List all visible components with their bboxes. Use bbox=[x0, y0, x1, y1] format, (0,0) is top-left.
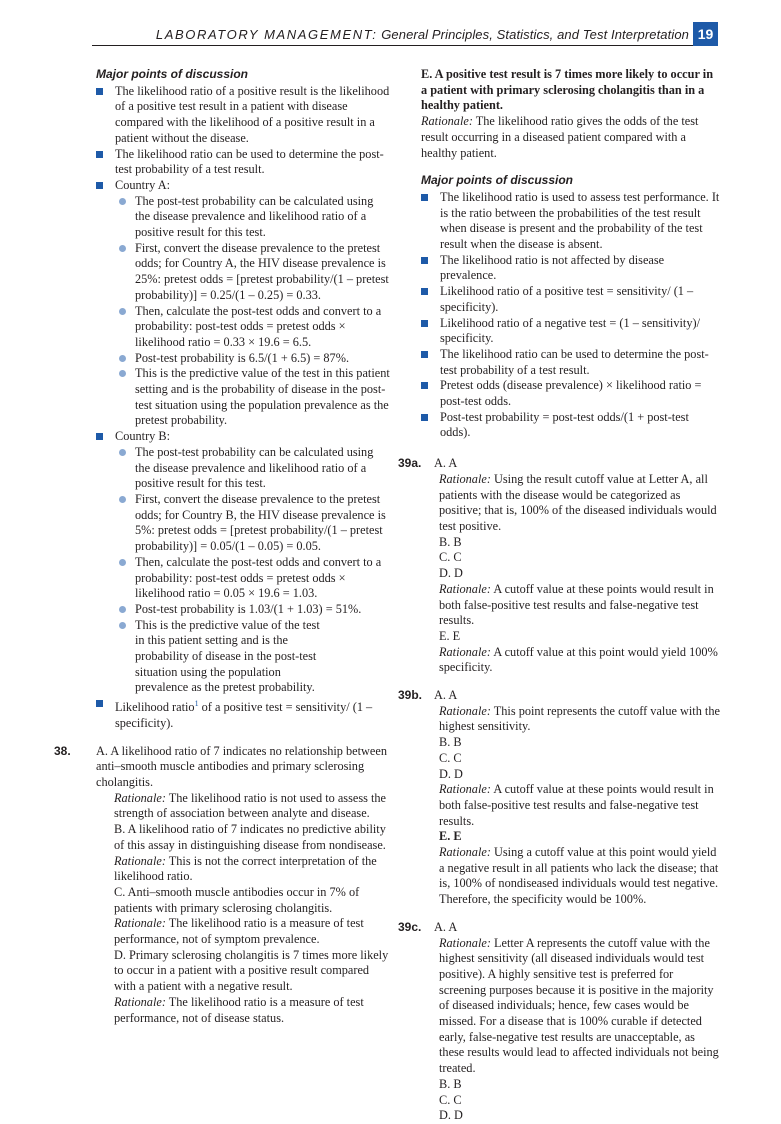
rationale: Rationale: This is not the correct interpretation of the likelihood ratio. bbox=[114, 853, 377, 884]
rationale: Rationale: The likelihood ratio is not used to assess the strength of association between analyte and disease. bbox=[114, 790, 386, 821]
rationale: Rationale: A cutoff value at this point would yield 100% specificity. bbox=[439, 644, 718, 675]
chapter-subtitle: General Principles, Statistics, and Test Interpretation bbox=[381, 27, 689, 42]
rationale: Rationale: A cutoff value at these points would result in both false-positive test results and false-negative test results. bbox=[439, 581, 714, 628]
answer-option: E. E bbox=[439, 628, 461, 643]
sub-bullet-item: The post-test probability can be calculated using the disease prevalence and likelihood ratio of a positive result for this test. bbox=[91, 194, 391, 241]
answer-option: B. B bbox=[439, 735, 462, 750]
answer-option: D. Primary sclerosing cholangitis is 7 times more likely to occur in a patient with a positive result compared with a patient with a negative result. bbox=[114, 947, 389, 994]
reference-superscript[interactable]: 1 bbox=[194, 699, 199, 709]
answer-option: B. B bbox=[439, 1076, 462, 1091]
bullet-item: Likelihood ratio of a positive test = sensitivity/ (1 – specificity). bbox=[416, 284, 720, 315]
spacer bbox=[416, 441, 720, 456]
answer-option: C. C bbox=[439, 550, 462, 565]
bullet-item: The likelihood ratio can be used to determine the post-test probability of a test result. bbox=[91, 147, 391, 178]
rationale: Rationale: Letter A represents the cutoff value with the highest sensitivity (all diseased individuals would test positive). A highly sensitive test is preferred for screening purposes because it is positive in the majority of diseased individuals; hence, few cases would be missed. For a disease that is 100% curable if detected early, false-negative test results are unacceptable, as these results would lead to affected individuals not being treated. bbox=[439, 935, 719, 1076]
section-heading: Major points of discussion bbox=[96, 67, 249, 81]
answer-option: D. D bbox=[439, 566, 463, 581]
bullet-item: Pretest odds (disease prevalence) × likelihood ratio = post-test odds. bbox=[416, 378, 720, 409]
page-number: 19 bbox=[693, 22, 718, 46]
answer-option: C. Anti–smooth muscle antibodies occur in 7% of patients with primary sclerosing cholangitis. bbox=[114, 884, 360, 915]
answer-39b-a: 39b. A. A bbox=[398, 688, 458, 703]
answer-option: B. B bbox=[439, 534, 462, 549]
left-column bbox=[54, 67, 391, 1026]
sub-bullet-item: Then, calculate the post-test odds and convert to a probability: post-test odds = pretest odds × likelihood ratio = 0.05 × 19.6 = 1.03. bbox=[91, 555, 391, 602]
bullet-item: The likelihood ratio is not affected by disease prevalence. bbox=[416, 253, 720, 284]
sub-bullet-item: This is the predictive value of the test in this patient setting and is the probability of disease in the post-test situation using the population prevalence as the pretest probability. bbox=[91, 618, 391, 697]
answer-39a-a: 39a. A. A bbox=[398, 456, 458, 471]
header-rule bbox=[92, 45, 718, 46]
bullet-item: The likelihood ratio of a positive result is the likelihood of a positive test result in a patient with disease compared with the likelihood of a positive result in a patient without the disease. bbox=[91, 84, 391, 147]
spacer bbox=[416, 676, 720, 688]
correct-answer: E. E bbox=[439, 829, 462, 844]
bullet-item: The likelihood ratio is used to assess test performance. It is the ratio between the probabilities of the test result when disease is present and the probability of the test result when the disease is absent. bbox=[416, 190, 720, 253]
bullet-item: The likelihood ratio can be used to determine the post-test probability of a test result. bbox=[416, 347, 720, 378]
running-header bbox=[0, 0, 781, 44]
answer-option: D. D bbox=[439, 1108, 463, 1123]
question-number: 39a. bbox=[398, 456, 422, 471]
question-number: 39c. bbox=[398, 919, 422, 934]
bullet-item: Likelihood ratio of a negative test = (1 – sensitivity)/ specificity. bbox=[416, 316, 720, 347]
bullet-item: Post-test probability = post-test odds/(1 + post-test odds). bbox=[416, 410, 720, 441]
spacer bbox=[91, 732, 391, 744]
running-title bbox=[156, 27, 689, 42]
correct-answer: E. A positive test result is 7 times more likely to occur in a patient with primary sclerosing cholangitis than in a healthy patient. bbox=[421, 67, 714, 113]
answer-38-a: 38. A. A likelihood ratio of 7 indicates no relationship between anti–smooth muscle antibodies and primary sclerosing cholangitis. bbox=[54, 743, 387, 790]
sub-bullet-item: This is the predictive value of the test in this patient setting and is the probability of disease in the post-test situation using the population prevalence as the pretest probability. bbox=[91, 366, 391, 429]
rationale: Rationale: The likelihood ratio is a measure of test performance, not of disease status. bbox=[114, 994, 364, 1025]
rationale: Rationale: The likelihood ratio gives the odds of the test result occurring in a diseased patient compared with a healthy patient. bbox=[421, 114, 699, 160]
rationale: Rationale: Using the result cutoff value at Letter A, all patients with the disease would be categorized as positive; that is, 100% of the diseased individuals would test positive. bbox=[439, 471, 717, 533]
sub-bullet-item: The post-test probability can be calculated using the disease prevalence and likelihood ratio of a positive result for this test. bbox=[91, 445, 391, 492]
sub-bullet-item: Post-test probability is 1.03/(1 + 1.03) = 51%. bbox=[91, 602, 391, 618]
sub-bullet-item: First, convert the disease prevalence to the pretest odds; for Country A, the HIV disease prevalence is 25%: pretest odds = [pretest probability/(1 – pretest probability)] = 0.25/(1 – 0.25) = 0.33. bbox=[91, 241, 391, 304]
question-number: 39b. bbox=[398, 688, 423, 703]
sub-bullet-item: First, convert the disease prevalence to the pretest odds; for Country B, the HIV disease prevalence is 5%: pretest odds = [pretest probability/(1 – pretest probability)] = 0.05/(1 – 0.05) = 0.05. bbox=[91, 492, 391, 555]
sub-bullet-item: Then, calculate the post-test odds and convert to a probability: post-test odds = pretest odds × likelihood ratio = 0.33 × 19.6 = 6.5. bbox=[91, 304, 391, 351]
rationale: Rationale: A cutoff value at these points would result in both false-positive test results and false-negative test results. bbox=[439, 782, 714, 828]
bullet-item: Country B: bbox=[91, 429, 391, 445]
bullet-item: Likelihood ratio$^1$ of a positive test = sensitivity/ (1 – specificity). bbox=[91, 696, 391, 732]
answer-option: C. C bbox=[439, 750, 462, 765]
sub-bullet-item: Post-test probability is 6.5/(1 + 6.5) = 87%. bbox=[91, 351, 391, 367]
section-title: LABORATORY MANAGEMENT: bbox=[155, 27, 378, 42]
answer-option: C. C bbox=[439, 1092, 462, 1107]
rationale: Rationale: Using a cutoff value at this point would yield a negative result in all patients who lack the disease; that is, 100% of nondiseased individuals would test negative. Therefore, the specificity would be 100%. bbox=[439, 845, 719, 907]
answer-option: B. A likelihood ratio of 7 indicates no predictive ability of this assay in distinguishing disease from nondisease. bbox=[114, 822, 386, 852]
rationale: Rationale: This point represents the cutoff value with the highest sensitivity. bbox=[439, 703, 720, 734]
rationale: Rationale: The likelihood ratio is a measure of test performance, not of symptom prevalence. bbox=[114, 916, 364, 947]
right-column bbox=[398, 67, 720, 1124]
bullet-item: Country A: bbox=[91, 178, 391, 194]
spacer bbox=[416, 161, 720, 173]
answer-39c-a: 39c. A. A bbox=[398, 919, 458, 934]
spacer bbox=[416, 908, 720, 920]
answer-option: D. D bbox=[439, 766, 463, 781]
section-heading: Major points of discussion bbox=[421, 173, 574, 188]
question-number: 38. bbox=[54, 743, 71, 758]
